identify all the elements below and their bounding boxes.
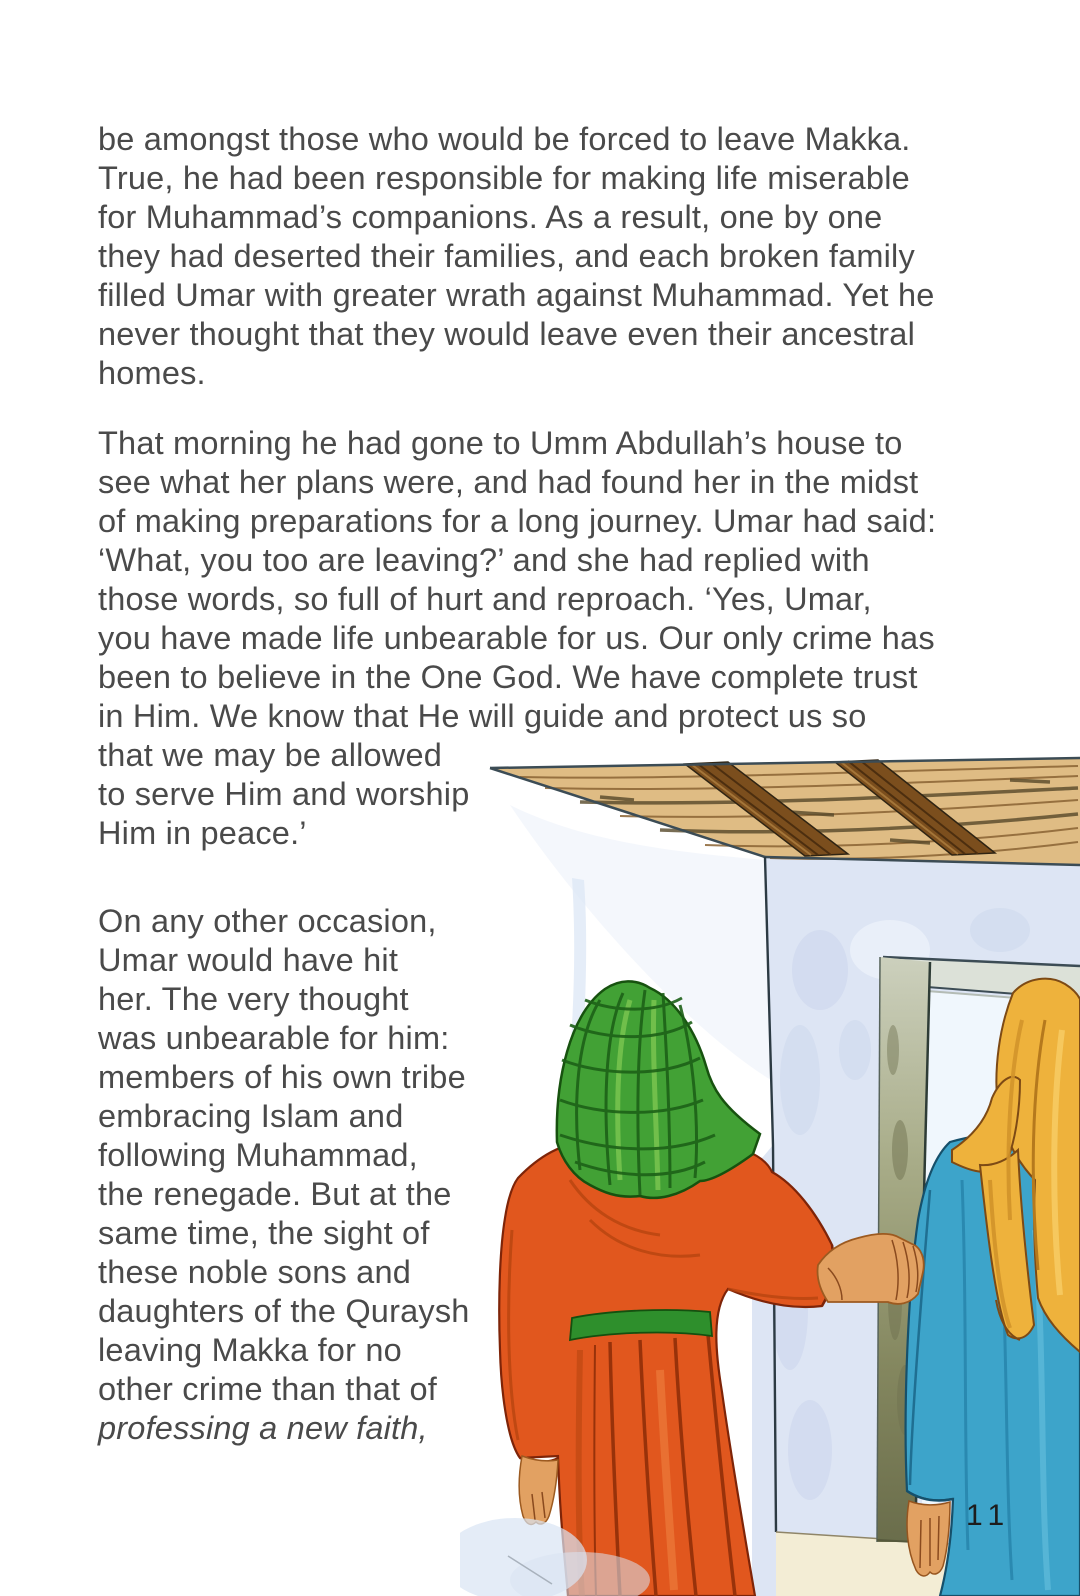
paragraph: [98, 120, 958, 393]
text-line: ‘What, you too are leaving?’ and she had replied with: [98, 542, 870, 578]
text-line: the renegade. But at the: [98, 1176, 452, 1212]
text-line: daughters of the Quraysh: [98, 1293, 470, 1329]
right-figure-hand: [907, 1501, 950, 1576]
text-line: members of his own tribe: [98, 1059, 466, 1095]
text-line: for Muhammad’s companions. As a result, one by one: [98, 199, 883, 235]
text-line: other crime than that of: [98, 1371, 438, 1407]
text-line: been to believe in the One God. We have complete trust: [98, 659, 918, 695]
text-line: embracing Islam and: [98, 1098, 404, 1134]
text-line: That morning he had gone to Umm Abdullah’s house to: [98, 425, 903, 461]
text-line: that we may be allowed: [98, 737, 443, 773]
text-line: professing a new faith,: [98, 1410, 428, 1446]
text-line: see what her plans were, and had found her in the midst: [98, 464, 919, 500]
illustration-doorway-scene: [460, 750, 1080, 1596]
text-line: following Muhammad,: [98, 1137, 418, 1173]
page-number: 11: [966, 1499, 1012, 1532]
text-line: Umar would have hit: [98, 942, 399, 978]
text-line: be amongst those who would be forced to leave Makka.: [98, 121, 911, 157]
text-line: same time, the sight of: [98, 1215, 430, 1251]
text-line: in Him. We know that He will guide and protect us so: [98, 698, 867, 734]
text-line: to serve Him and worship: [98, 776, 470, 812]
text-line: her. The very thought: [98, 981, 409, 1017]
text-line: was unbearable for him:: [98, 1020, 450, 1056]
text-line: these noble sons and: [98, 1254, 411, 1290]
hanging-hand: [519, 1456, 558, 1524]
text-line: homes.: [98, 355, 206, 391]
text-line: never thought that they would leave even their ancestral: [98, 316, 915, 352]
text-line: those words, so full of hurt and reproach. ‘Yes, Umar,: [98, 581, 872, 617]
text-line: leaving Makka for no: [98, 1332, 402, 1368]
text-line: True, he had been responsible for making life miserable: [98, 160, 910, 196]
text-line: Him in peace.’: [98, 815, 307, 851]
text-line: they had deserted their families, and each broken family: [98, 238, 915, 274]
text-line: you have made life unbearable for us. Our only crime has: [98, 620, 935, 656]
text-line: filled Umar with greater wrath against Muhammad. Yet he: [98, 277, 935, 313]
text-line: of making preparations for a long journey. Umar had said:: [98, 503, 937, 539]
text-line: On any other occasion,: [98, 903, 437, 939]
